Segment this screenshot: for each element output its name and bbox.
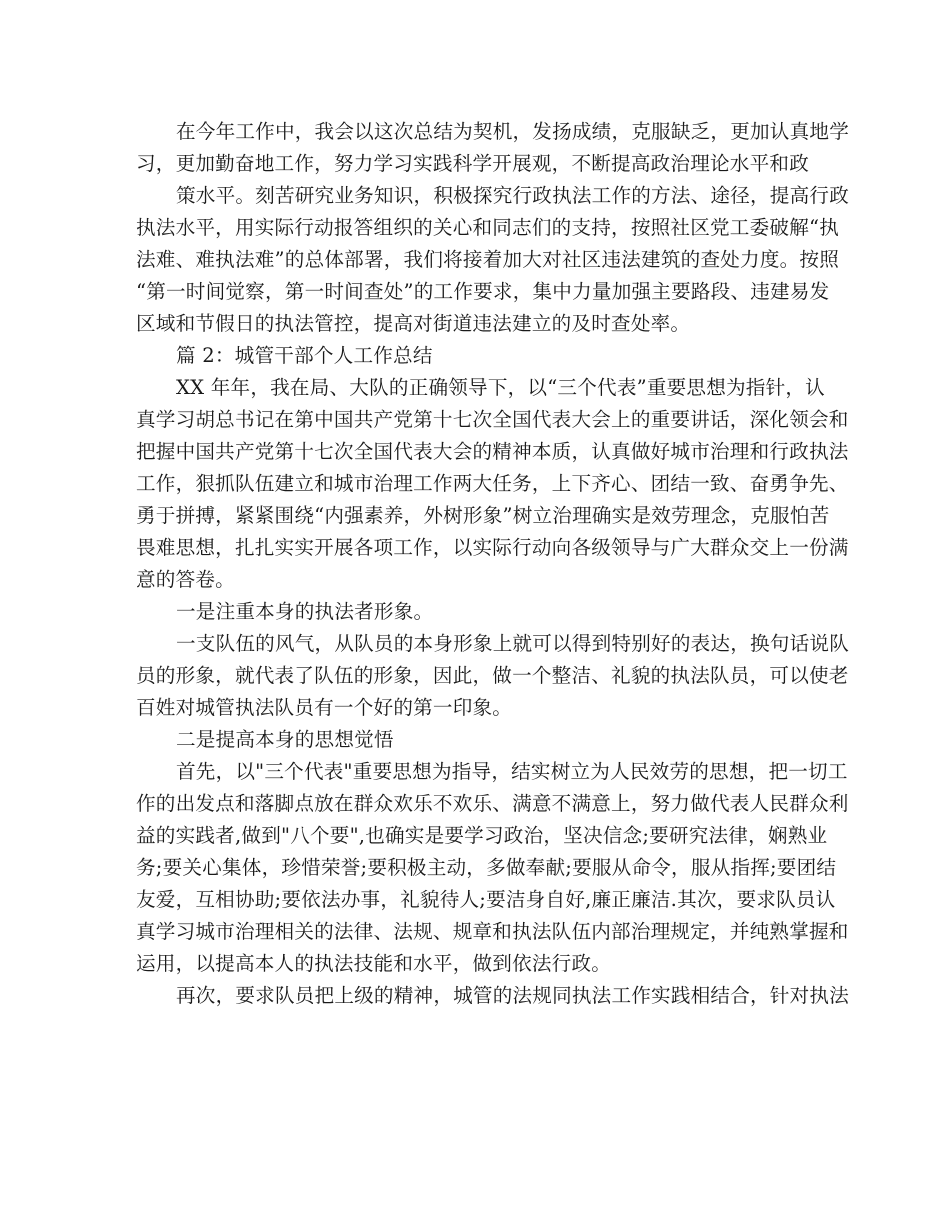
subheading: 二是提高本身的思想觉悟 [176,728,394,751]
text-line: 工作，狠抓队伍建立和城市治理工作两大任务，上下齐心、团结一致、奋勇争先、 [136,472,849,495]
text-line: 法难、难执法难”的总体部署，我们将接着加大对社区违法建筑的查处力度。按照 [136,248,839,271]
text-line: 畏难思想，扎扎实实开展各项工作，以实际行动向各级领导与广大群众交上一份满 [136,536,849,559]
text-line: 真学习城市治理相关的法律、法规、规章和执法队伍内部治理规定，并纯熟掌握和 [136,920,849,943]
text-line: 区域和节假日的执法管控，提高对街道违法建立的及时查处率。 [136,312,691,335]
text-line: 真学习胡总书记在第中国共产党第十七次全国代表大会上的重要讲话，深化领会和 [136,408,849,431]
text-line: 勇于拼搏，紧紧围绕“内强素养，外树形象”树立治理确实是效劳理念，克服怕苦 [136,504,830,527]
text-line: 再次，要求队员把上级的精神，城管的法规同执法工作实践相结合，针对执法 [176,984,849,1007]
text-line: 作的出发点和落脚点放在群众欢乐不欢乐、满意不满意上，努力做代表人民群众利 [136,792,849,815]
section-heading: 篇 2：城管干部个人工作总结 [176,344,433,367]
subheading: 一是注重本身的执法者形象。 [176,600,434,623]
text-line: 首先，以"三个代表"重要思想为指导，结实树立为人民效劳的思想，把一切工 [176,760,848,783]
text-line: 友爱，互相协助;要依法办事，礼貌待人;要洁身自好,廉正廉洁.其次，要求队员认 [136,888,836,911]
text-line: 意的答卷。 [136,568,235,591]
text-line: 益的实践者,做到"八个要",也确实是要学习政治，坚决信念;要研究法律，娴熟业 [136,824,828,847]
text-line: “第一时间觉察，第一时间查处”的工作要求，集中力量加强主要路段、违建易发 [136,280,830,303]
text-line: 习，更加勤奋地工作，努力学习实践科学开展观，不断提高政治理论水平和政 [136,152,809,175]
text-line: 执法水平，用实际行动报答组织的关心和同志们的支持，按照社区党工委破解“执 [136,216,839,239]
document-page [136,116,849,1012]
text-line: 策水平。刻苦研究业务知识，积极探究行政执法工作的方法、途径，提高行政 [176,184,849,207]
text-line: 务;要关心集体，珍惜荣誉;要积极主动，多做奉献;要服从命令，服从指挥;要团结 [136,856,837,879]
text-line: 百姓对城管执法队员有一个好的第一印象。 [136,696,513,719]
text-line: 一支队伍的风气，从队员的本身形象上就可以得到特别好的表达，换句话说队 [176,632,849,655]
text-line: XX 年年，我在局、大队的正确领导下，以“三个代表”重要思想为指针，认 [176,376,825,399]
text-line: 运用，以提高本人的执法技能和水平，做到依法行政。 [136,952,612,975]
text-line: 把握中国共产党第十七次全国代表大会的精神本质，认真做好城市治理和行政执法 [136,440,849,463]
text-line: 在今年工作中，我会以这次总结为契机，发扬成绩，克服缺乏，更加认真地学 [176,120,849,143]
text-line: 员的形象，就代表了队伍的形象，因此，做一个整洁、礼貌的执法队员，可以使老 [136,664,849,687]
